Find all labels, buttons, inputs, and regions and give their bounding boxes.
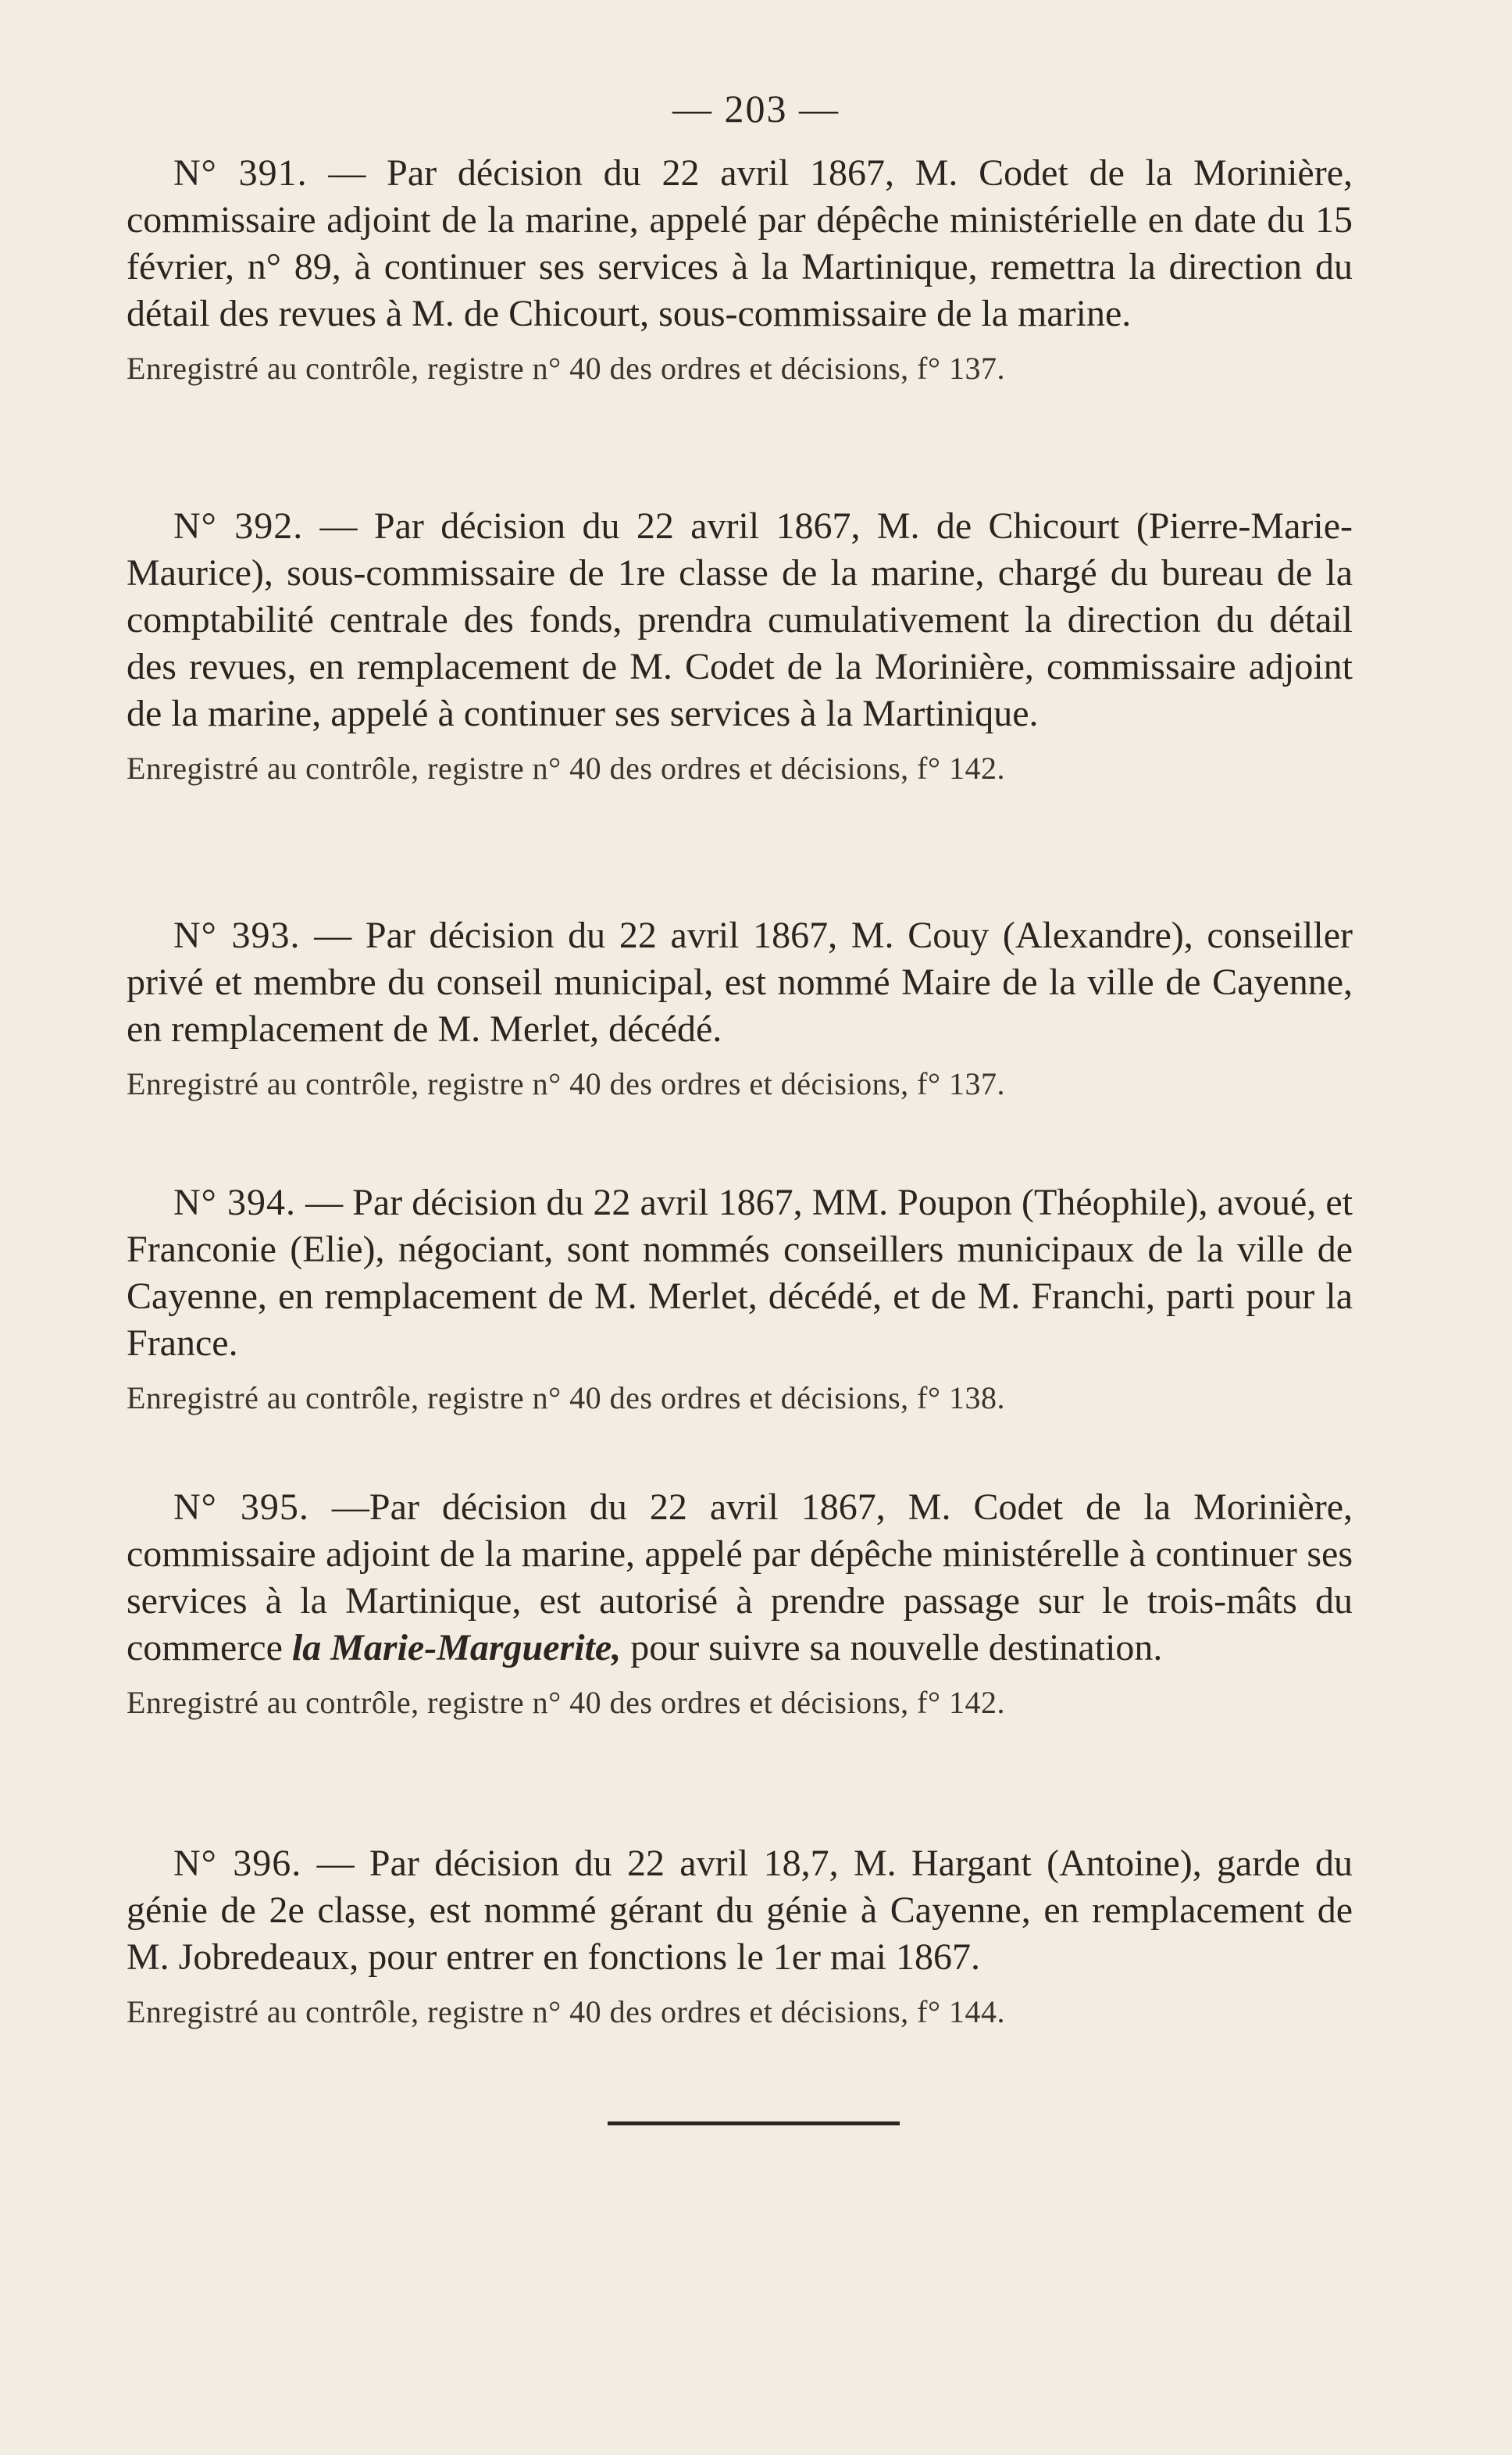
entry-text-after: pour suivre sa nouvelle destination. [621,1627,1163,1668]
entry-number: N° 395. [173,1486,309,1528]
entry-text: — Par décision du 22 avril 1867, M. de Chicourt (Pierre-Marie-Maurice), sous-commissaire de 1re classe de la marine, chargé du bureau de la comptabilité centrale des fonds, prendra cumulativement la direction du détail des revues, en remplacement de M. Codet de la Morinière, commissaire adjoint de la marine, appelé à continuer ses services à la Martinique. [127,505,1353,734]
entry-number: N° 392. [173,505,304,547]
entry-registration: Enregistré au contrôle, registre n° 40 des ordres et décisions, f° 142. [127,751,1005,786]
entry-text-before: —Par décision du 22 avril 1867, M. Codet de la Morinière, commissaire adjoint de la marine, appelé par dépêche ministérelle à continuer ses services à la Martinique, est autorisé à prendre passage sur le trois-mâts du commerce [127,1486,1353,1668]
entry-registration: Enregistré au contrôle, registre n° 40 des ordres et décisions, f° 144. [127,1994,1005,2029]
decision-entry-392 [127,503,1353,789]
entry-text: — Par décision du 22 avril 18,7, M. Hargant (Antoine), garde du génie de 2e classe, est nommé gérant du génie à Cayenne, en remplacement de M. Jobredeaux, pour entrer en fonctions le 1er mai 1867. [127,1843,1353,1978]
ship-name: la Marie-Marguerite, [291,1627,622,1668]
entry-text: — Par décision du 22 avril 1867, MM. Poupon (Théophile), avoué, et Franconie (Elie), négociant, sont nommés conseillers municipaux de la ville de Cayenne, en remplacement de M. Merlet, décédé, et de M. Franchi, parti pour la France. [127,1182,1353,1364]
entry-registration: Enregistré au contrôle, registre n° 40 des ordres et décisions, f° 138. [127,1380,1005,1415]
decision-entry-393 [127,912,1353,1104]
page-number: — 203 — [672,87,840,130]
entry-number: N° 394. [173,1182,296,1223]
entry-text: — Par décision du 22 avril 1867, M. Couy (Alexandre), conseiller privé et membre du conseil municipal, est nommé Maire de la ville de Cayenne, en remplacement de M. Merlet, décédé. [127,915,1353,1050]
entry-body [127,1179,1353,1367]
entry-number: N° 393. [173,915,301,956]
decision-entry-396 [127,1840,1353,2032]
entry-text: — Par décision du 22 avril 1867, M. Codet de la Morinière, commissaire adjoint de la marine, appelé par dépêche ministérielle en date du 15 février, n° 89, à continuer ses services à la Martinique, remettra la direction du détail des revues à M. de Chicourt, sous-commissaire de la marine. [127,152,1353,334]
entry-registration: Enregistré au contrôle, registre n° 40 des ordres et décisions, f° 137. [127,351,1005,386]
entry-body [127,1484,1353,1672]
entry-number: N° 396. [173,1843,302,1884]
entry-body [127,503,1353,737]
entry-body [127,912,1353,1053]
decision-entry-391 [127,150,1353,389]
entry-registration: Enregistré au contrôle, registre n° 40 des ordres et décisions, f° 137. [127,1066,1005,1101]
closing-rule [608,2121,900,2125]
decision-entry-394 [127,1179,1353,1418]
entry-body [127,150,1353,337]
entry-number: N° 391. [173,152,308,194]
entry-body [127,1840,1353,1981]
entry-registration: Enregistré au contrôle, registre n° 40 des ordres et décisions, f° 142. [127,1685,1005,1720]
decision-entry-395 [127,1484,1353,1723]
